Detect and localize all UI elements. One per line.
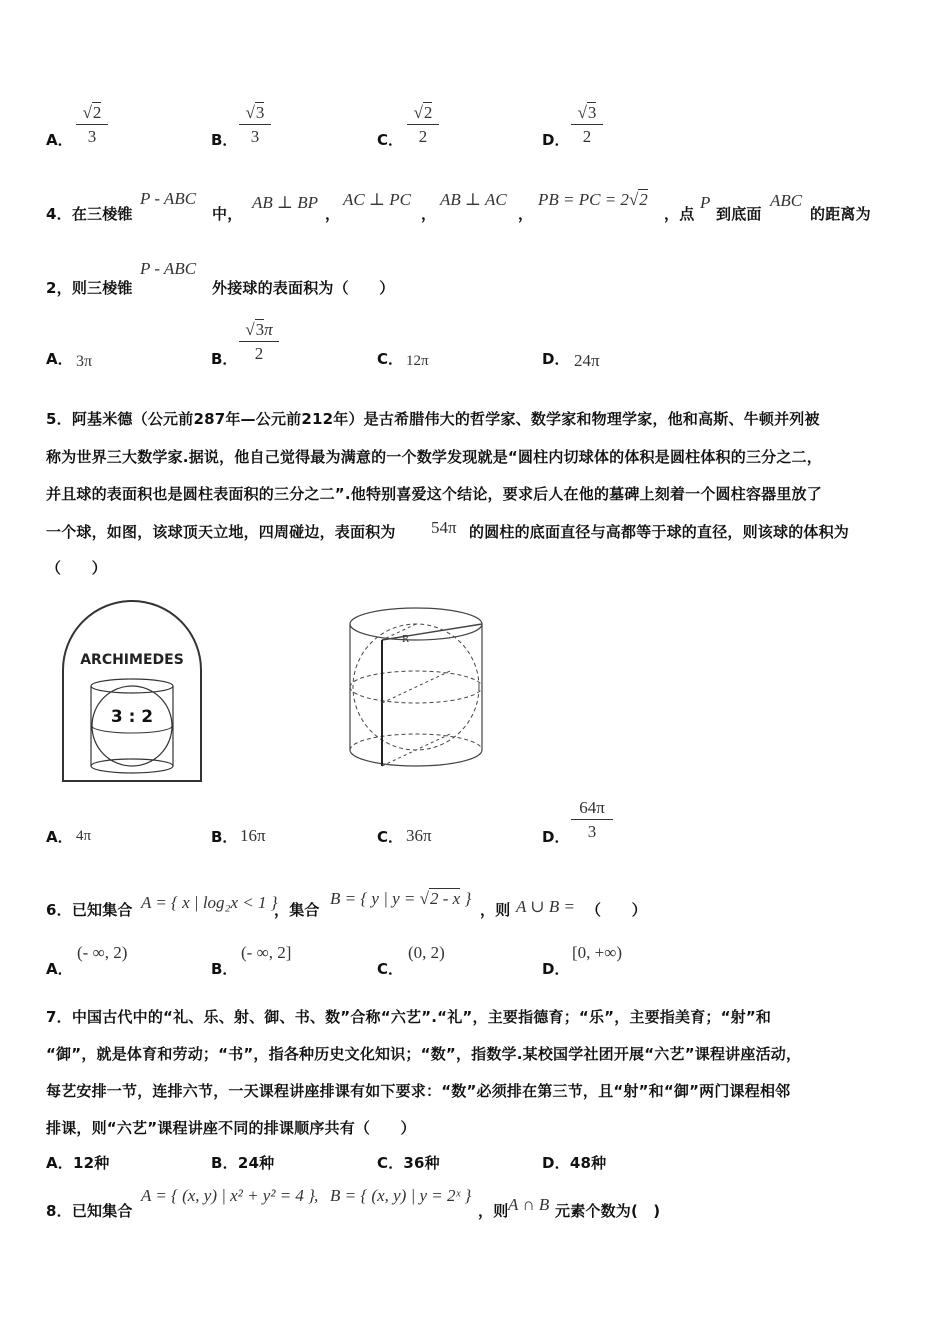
q6-tail-a: ，则 xyxy=(480,901,511,919)
q5-option-d-label: D． xyxy=(542,828,570,846)
q4-option-a-label: A． xyxy=(46,350,73,368)
q6-set-b-left: B = { y | y = xyxy=(330,889,420,908)
q6-set-b-root: 2 - x xyxy=(429,889,461,908)
q4-point-text: ，点 xyxy=(664,205,695,223)
q7-line-1: 7．中国古代中的“礼、乐、射、御、书、数”合称“六艺”.“礼”，主要指德育；“乐”，主要指美育；“射”和 xyxy=(46,1008,772,1026)
q3-option-d-num: 3 xyxy=(587,103,597,122)
q3-option-a-label: A． xyxy=(46,131,73,149)
q5-line-4-math: 54π xyxy=(431,518,457,537)
radius-label: R xyxy=(402,635,409,645)
q3-option-a-fraction: √2 3 xyxy=(76,103,108,147)
q7-option-b: B．24种 xyxy=(211,1154,275,1172)
q5-option-d-den: 3 xyxy=(587,822,597,841)
q3-option-b-label: B． xyxy=(211,131,238,149)
q3-option-b-den: 3 xyxy=(250,127,260,146)
q3-option-b-num: 3 xyxy=(255,103,265,122)
q5-option-a-label: A． xyxy=(46,828,73,846)
q6-option-d-value: [0, +∞) xyxy=(572,943,623,962)
q6-option-c-label: C． xyxy=(377,960,404,978)
q6-option-c-value: (0, 2) xyxy=(408,943,445,962)
q4-option-b-pi: π xyxy=(264,320,273,339)
q4-cond-4-left: PB = PC = 2 xyxy=(538,190,629,209)
q4-option-a-value: 3π xyxy=(76,353,93,370)
q6-prefix: 6．已知集合 xyxy=(46,901,133,919)
q8-set-a: A = { (x, y) | x² + y² = 4 } xyxy=(141,1186,315,1205)
q3-option-d-den: 2 xyxy=(582,127,592,146)
q4-option-c-label: C． xyxy=(377,350,404,368)
q3-option-c-num: 2 xyxy=(423,103,433,122)
q5-option-a-value: 4π xyxy=(76,828,92,844)
q8-tail-b: 元素个数为( ) xyxy=(555,1202,661,1220)
q5-option-d-num: 64π xyxy=(579,798,605,817)
q6-set-a: A = { x | log₂x < 1 } xyxy=(141,893,278,912)
q8-intersection: A ∩ B xyxy=(508,1195,550,1214)
q4-cond-2: AC ⊥ PC xyxy=(343,190,411,209)
q3-option-d-fraction: √3 2 xyxy=(571,103,603,147)
q4-dist: 的距离为 xyxy=(810,205,871,223)
tomb-ratio: 3 : 2 xyxy=(110,707,154,727)
q4-option-b-label: B． xyxy=(211,350,238,368)
q6-option-a-value: (- ∞, 2) xyxy=(77,943,128,962)
q6-option-b-value: (- ∞, 2] xyxy=(241,943,292,962)
q6-tail-b: （ ） xyxy=(586,901,647,919)
q8-prefix: 8．已知集合 xyxy=(46,1202,133,1220)
q6-option-a-label: A． xyxy=(46,960,73,978)
q6-set-b: B = { y | y = √2 - x } xyxy=(330,889,472,908)
q3-option-c-fraction: √2 2 xyxy=(407,103,439,147)
q8-tail-a: ，则 xyxy=(478,1202,509,1220)
q4-base: ABC xyxy=(770,191,803,210)
q4-cond-3: AB ⊥ AC xyxy=(440,190,507,209)
q4-cond-1: AB ⊥ BP xyxy=(252,193,319,212)
q7-option-a: A．12种 xyxy=(46,1154,110,1172)
q3-option-a-num: 2 xyxy=(92,103,102,122)
q4-option-d-label: D． xyxy=(542,350,570,368)
q4-comma-3: ， xyxy=(518,205,534,223)
q4-cond-4: PB = PC = 2√2 xyxy=(538,190,648,209)
q6-union: A ∪ B = xyxy=(516,897,575,916)
q5-option-c-label: C． xyxy=(377,828,404,846)
cylinder-sphere-figure xyxy=(346,598,486,784)
q6-option-b-label: B． xyxy=(211,960,238,978)
q5-line-3: 并且球的表面积也是圆柱表面积的三分之二”.他特别喜爱这个结论，要求后人在他的墓碑上刻着一个圆柱容器里放了 xyxy=(46,485,822,503)
q4-option-c-value: 12π xyxy=(406,353,429,369)
q7-option-d: D．48种 xyxy=(542,1154,607,1172)
tomb-title: ARCHIMEDES xyxy=(80,652,184,668)
q8-set-b: B = { (x, y) | y = 2ˣ } xyxy=(330,1186,472,1205)
q5-option-c-value: 36π xyxy=(406,826,432,845)
q5-line-1: 5．阿基米德（公元前287年—公元前212年）是古希腊伟大的哲学家、数学家和物理学家，他和高斯、牛顿并列被 xyxy=(46,410,820,428)
q6-set-b-right: } xyxy=(460,889,472,908)
q4-comma-2: ， xyxy=(421,205,437,223)
q4-mid: 中， xyxy=(212,205,243,223)
q4-line2-suffix: 外接球的表面积为（ ） xyxy=(212,279,395,297)
q4-tetra-2: P - ABC xyxy=(140,259,197,278)
q5-line-4a: 一个球，如图，该球顶天立地，四周碰边，表面积为 xyxy=(46,523,396,541)
q7-line-2: “御”，就是体育和劳动；“书”，指各种历史文化知识；“数”，指数学.某校国学社团开展“六艺”课程讲座活动， xyxy=(46,1045,802,1063)
q5-option-b-value: 16π xyxy=(240,826,266,845)
q4-cond-4-root: 2 xyxy=(639,190,648,209)
q3-option-c-label: C． xyxy=(377,131,404,149)
q5-option-d-fraction xyxy=(571,798,613,842)
q4-to-base: 到底面 xyxy=(716,205,762,223)
q4-point: P xyxy=(700,193,711,212)
q8-sep: , xyxy=(314,1186,319,1205)
q5-line-2: 称为世界三大数学家.据说，他自己觉得最为满意的一个数学发现就是“圆柱内切球体的体积是圆柱体积的三分之二， xyxy=(46,448,822,466)
archimedes-tomb-figure xyxy=(60,598,205,784)
q5-line-5: （ ） xyxy=(46,559,107,577)
q6-option-d-label: D． xyxy=(542,960,570,978)
q7-line-3: 每艺安排一节，连排六节，一天课程讲座排课有如下要求：“数”必须排在第三节，且“射”和“御”两门课程相邻 xyxy=(46,1082,791,1100)
q4-comma-1: ， xyxy=(325,205,341,223)
q4-prefix: 4．在三棱锥 xyxy=(46,205,133,223)
q6-mid: ，集合 xyxy=(274,901,320,919)
q4-option-b-root: 3 xyxy=(255,320,265,339)
q4-line2-prefix: 2，则三棱锥 xyxy=(46,279,133,297)
q4-tetra: P - ABC xyxy=(140,189,197,208)
q3-option-c-den: 2 xyxy=(418,127,428,146)
q4-option-d-value: 24π xyxy=(574,351,600,370)
q3-option-b-fraction: √3 3 xyxy=(239,103,271,147)
q7-line-4: 排课，则“六艺”课程讲座不同的排课顺序共有（ ） xyxy=(46,1119,416,1137)
q5-option-b-label: B． xyxy=(211,828,238,846)
q4-option-b-den: 2 xyxy=(254,344,264,363)
q4-option-b-fraction: √3π 2 xyxy=(239,320,279,364)
q3-option-a-den: 3 xyxy=(87,127,97,146)
q3-option-d-label: D． xyxy=(542,131,570,149)
q5-line-4b: 的圆柱的底面直径与高都等于球的直径，则该球的体积为 xyxy=(469,523,850,541)
q7-option-c: C．36种 xyxy=(377,1154,440,1172)
